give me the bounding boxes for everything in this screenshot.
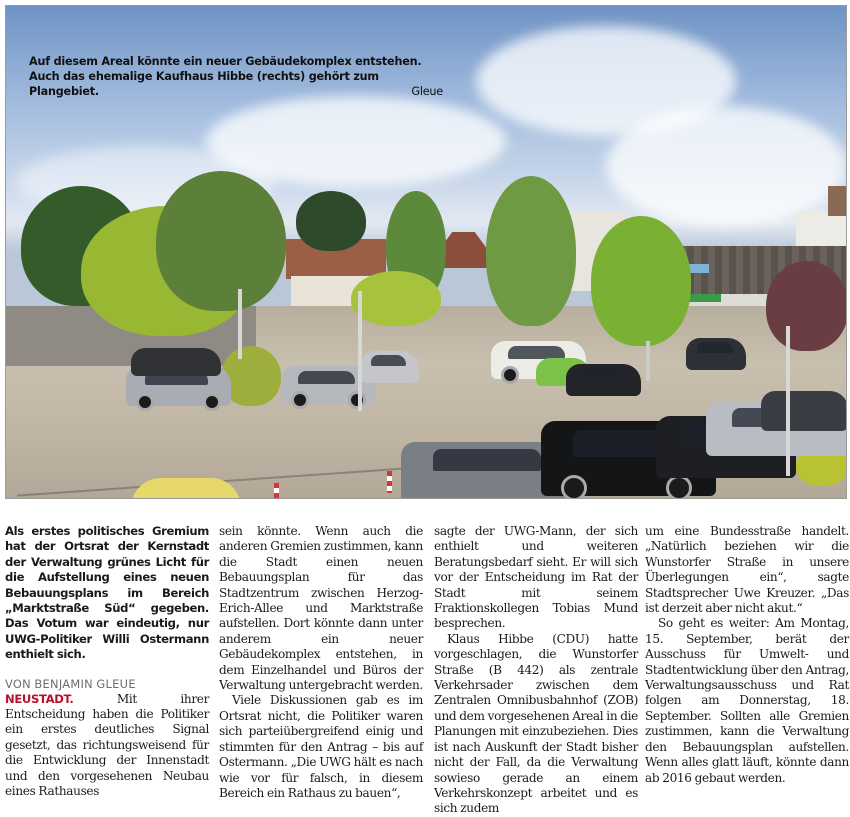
article-column-2 (219, 524, 423, 801)
car-yellow (131, 478, 241, 499)
tree (351, 271, 441, 326)
tree (296, 191, 366, 251)
cloud (606, 106, 846, 226)
car-silver (361, 351, 419, 383)
parking-sign (646, 341, 650, 381)
car-dark (761, 391, 847, 431)
article-photo (5, 5, 847, 499)
dateline: NEUSTADT. (5, 691, 74, 706)
photo-caption (29, 54, 443, 99)
tree (156, 171, 286, 311)
caption-text: Auf diesem Areal könnte ein neuer Gebäudekomplex entstehen. Auch das ehemalige Kaufhaus Hibbe (rechts) gehört zum Plangebiet. (29, 55, 422, 98)
lamp-post (238, 289, 242, 359)
tree (591, 216, 691, 346)
article-paragraph: sein könnte. Wenn auch die anderen Gremien zustimmen, kann die Stadt einen neuen Bebauungsplan für das Stadtzentrum zwischen Herzog-Erich-Allee und Marktstraße aufstellen. Dort könnte dann unter anderem ein neuer Gebäudekomplex entstehen, in dem Einzelhandel und Büros der Verwaltung untergebracht werden. (219, 524, 423, 693)
chimney (828, 186, 847, 216)
article-paragraph: Viele Diskussionen gab es im Ortsrat nicht, die Politiker waren sich parteiübergreifend einig und stimmten für den Antrag – bis auf Ostermann. „Die UWG hält es nach wie vor für falsch, in diesem Bereich ein Rathaus zu bauen“, (219, 693, 423, 800)
article-paragraph (5, 692, 209, 800)
photo-credit: Gleue (411, 85, 443, 98)
article-lead: Als erstes politisches Gremium hat der Ortsrat der Kernstadt der Verwaltung grünes Licht für die Aufstellung eines neuen Bebauungsplans im Bereich „Marktstraße Süd“ gegeben. Das Votum war eindeutig, nur UWG-Politiker Willi Ostermann enthielt sich. (5, 524, 209, 662)
article-paragraph: Klaus Hibbe (CDU) hatte vorgeschlagen, die Wunstorfer Straße (B 442) als zentrale Verkehrsader zwischen dem Zentralen Omnibusbahnhof (ZOB) und dem vorgesehenen Areal in die Planungen mit einzubeziehen. Dies ist nach Auskunft der Stadt bisher nicht der Fall, da die Verwaltung sowieso gerade an einem Verkehrskonzept arbeitet und es sich zudem (434, 631, 638, 816)
tree-red (766, 261, 847, 351)
article-paragraph: sagte der UWG-Mann, der sich enthielt und weiteren Beratungsbedarf sieht. Er will sich vor der Entscheidung im Rat der Stadt mit seinem Fraktionskollegen Tobias Mund besprechen. (434, 524, 638, 631)
lamp-post (358, 291, 362, 411)
lamp-post (786, 326, 790, 476)
article-column-3 (434, 524, 638, 817)
car-black (566, 364, 641, 396)
article-column-1 (5, 524, 209, 800)
article-paragraph: um eine Bundesstraße handelt. „Natürlich beziehen wir die Wunstorfer Straße in unsere Überlegungen ein“, sagte Stadtsprecher Uwe Kreuzer. „Das ist derzeit aber nicht akut.“ (645, 524, 849, 616)
bollard (387, 471, 392, 493)
car-dark (131, 348, 221, 376)
article-paragraph: So geht es weiter: Am Montag, 15. September, berät der Ausschuss für Umwelt- und Stadtentwicklung über den Antrag, Verwaltungsausschuss und Rat folgen am Donnerstag, 18. September. Sollten alle Gremien zustimmen, kann die Verwaltung den Bebauungsplan aufstellen. Wenn alles glatt läuft, könnte dann ab 2016 gebaut werden. (645, 616, 849, 785)
paragraph-text: Mit ihrer Entscheidung haben die Politiker ein erstes deutliches Signal gesetzt, das richtungsweisend für die Entwicklung der Innenstadt und den vorgesehenen Neubau eines Rathauses (5, 691, 209, 799)
green-awning (686, 294, 721, 302)
bollard (274, 483, 279, 499)
car-dark (686, 338, 746, 370)
article-column-4 (645, 524, 849, 786)
tree (486, 176, 576, 326)
byline: VON BENJAMIN GLEUE (5, 676, 136, 691)
